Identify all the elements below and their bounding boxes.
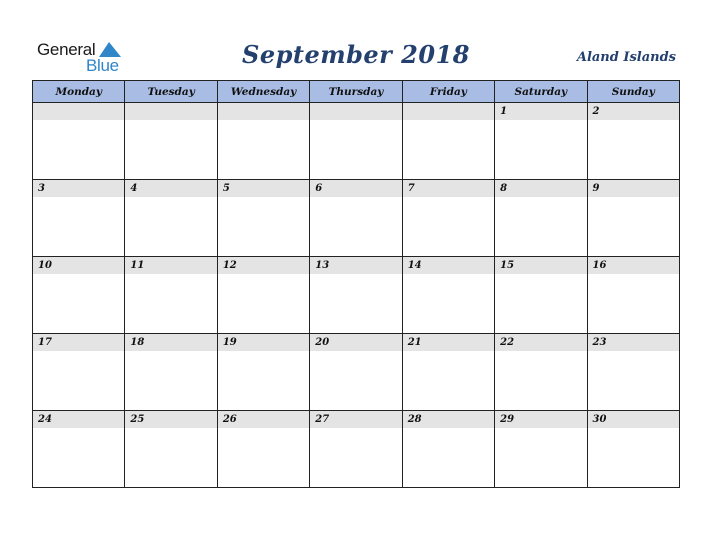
weekday-header: Wednesday [217, 81, 309, 103]
day-cell [310, 411, 402, 488]
day-number: 7 [403, 180, 494, 197]
day-cell [402, 411, 494, 488]
day-number: 10 [33, 257, 124, 274]
day-cell [495, 103, 587, 180]
day-number: 6 [310, 180, 401, 197]
day-number: 8 [495, 180, 586, 197]
day-cell [217, 334, 309, 411]
day-number: 19 [218, 334, 309, 351]
day-cell [125, 103, 217, 180]
day-number: 20 [310, 334, 401, 351]
day-cell [217, 411, 309, 488]
day-number: 1 [495, 103, 586, 120]
day-number: 4 [125, 180, 216, 197]
day-cell [310, 103, 402, 180]
day-number: 3 [33, 180, 124, 197]
day-cell [33, 334, 125, 411]
day-number: 18 [125, 334, 216, 351]
week-row [33, 334, 680, 411]
week-row [33, 103, 680, 180]
day-number [310, 103, 401, 120]
weekday-header: Tuesday [125, 81, 217, 103]
day-number: 26 [218, 411, 309, 428]
day-cell [217, 103, 309, 180]
country-name: Aland Islands [576, 50, 676, 65]
day-cell [33, 257, 125, 334]
day-cell [402, 103, 494, 180]
generalblue-logo [37, 40, 137, 74]
day-cell [125, 257, 217, 334]
day-number: 28 [403, 411, 494, 428]
day-cell [495, 334, 587, 411]
day-number: 12 [218, 257, 309, 274]
day-number [33, 103, 124, 120]
day-cell [125, 180, 217, 257]
logo-text-general: General [37, 40, 96, 59]
day-number: 24 [33, 411, 124, 428]
day-cell [33, 411, 125, 488]
day-cell [33, 103, 125, 180]
day-cell [587, 103, 679, 180]
day-number [125, 103, 216, 120]
day-number: 23 [588, 334, 679, 351]
day-cell [587, 334, 679, 411]
day-cell [402, 180, 494, 257]
day-number: 29 [495, 411, 586, 428]
day-cell [125, 334, 217, 411]
logo-triangle-icon [99, 42, 121, 57]
weekday-header: Friday [402, 81, 494, 103]
weekday-header: Monday [33, 81, 125, 103]
day-cell [587, 180, 679, 257]
day-number: 22 [495, 334, 586, 351]
weekday-header-row [33, 81, 680, 103]
day-cell [495, 180, 587, 257]
week-row [33, 180, 680, 257]
day-cell [587, 257, 679, 334]
day-cell [495, 257, 587, 334]
day-number: 5 [218, 180, 309, 197]
day-cell [217, 180, 309, 257]
week-row [33, 411, 680, 488]
day-cell [402, 257, 494, 334]
day-cell [310, 180, 402, 257]
day-cell [495, 411, 587, 488]
day-number: 17 [33, 334, 124, 351]
day-number: 27 [310, 411, 401, 428]
day-number [218, 103, 309, 120]
day-number: 11 [125, 257, 216, 274]
logo-text-blue: Blue [86, 56, 119, 75]
day-cell [402, 334, 494, 411]
day-number: 30 [588, 411, 679, 428]
week-row [33, 257, 680, 334]
day-number: 9 [588, 180, 679, 197]
weekday-header: Thursday [310, 81, 402, 103]
day-cell [217, 257, 309, 334]
weekday-header: Saturday [495, 81, 587, 103]
day-number [403, 103, 494, 120]
day-number: 14 [403, 257, 494, 274]
day-number: 13 [310, 257, 401, 274]
calendar-title: September 2018 [242, 40, 470, 69]
weekday-header: Sunday [587, 81, 679, 103]
day-cell [587, 411, 679, 488]
day-cell [33, 180, 125, 257]
day-cell [125, 411, 217, 488]
day-number: 2 [588, 103, 679, 120]
day-number: 15 [495, 257, 586, 274]
day-number: 21 [403, 334, 494, 351]
day-number: 25 [125, 411, 216, 428]
day-cell [310, 257, 402, 334]
day-cell [310, 334, 402, 411]
calendar-grid [32, 80, 680, 488]
day-number: 16 [588, 257, 679, 274]
